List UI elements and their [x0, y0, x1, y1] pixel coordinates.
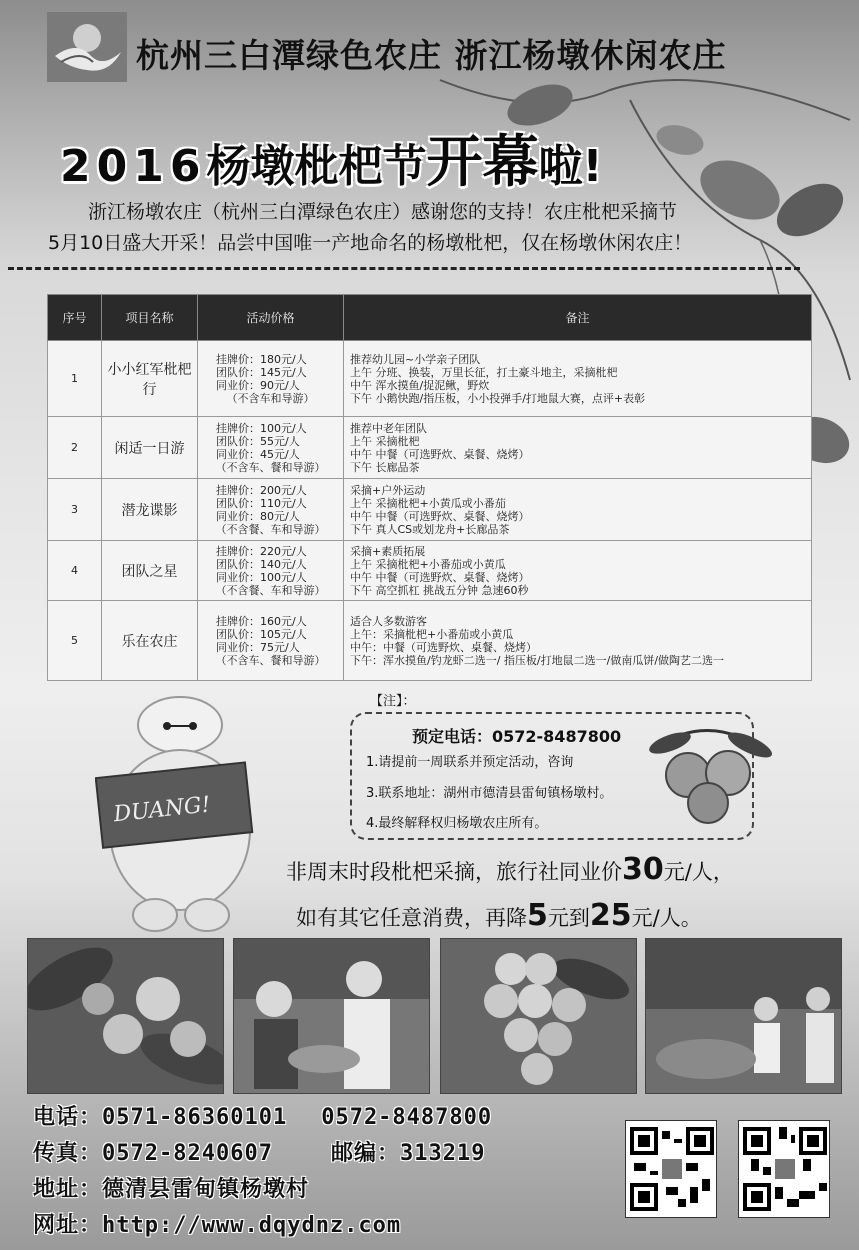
contact-phone [33, 1100, 492, 1131]
note-line: 中午 中餐（可选野炊、桌餐、烧烤） [350, 570, 530, 584]
loquat-tree-photo [27, 938, 224, 1094]
loquat-fruit-image [640, 725, 780, 825]
dashed-divider [8, 267, 800, 270]
promo-l1-number: 30 [622, 852, 664, 887]
price-cell [198, 541, 344, 601]
website-label: 网址： [33, 1213, 103, 1238]
note-line: 中午：中餐（可选野炊、桌餐、烧烤） [350, 640, 537, 654]
list-price: 挂牌价：160元/人 [216, 614, 307, 628]
promo-l2-number-1: 5 [527, 898, 548, 933]
project-name: 乐在农庄 [102, 601, 198, 681]
loquat-closeup-photo [440, 938, 637, 1094]
table-row [48, 541, 812, 601]
note-line: 上午：采摘枇杷+小番茄或小黄瓜 [350, 627, 514, 641]
table-header-row [48, 295, 812, 341]
header-no: 序号 [48, 295, 102, 341]
list-price: 挂牌价：200元/人 [216, 483, 307, 497]
table-row [48, 417, 812, 479]
promo-l2-post: 元/人。 [631, 906, 702, 930]
note-line: 下午：浑水摸鱼/钓龙虾二选一/ 指压板/打地鼠二选一/做南瓜饼/做陶艺二选一 [350, 653, 725, 667]
intro-line-1: 浙江杨墩农庄（杭州三白潭绿色农庄）感谢您的支持！农庄枇杷采摘节 [88, 201, 678, 223]
price-exclusions: （不含车、餐和导游） [215, 653, 326, 667]
qr-code-icon[interactable] [738, 1120, 830, 1218]
intro-paragraph [48, 197, 828, 259]
notes-cell [344, 479, 812, 541]
qr-code-icon[interactable] [625, 1120, 717, 1218]
contact-website [33, 1208, 401, 1239]
trade-price: 同业价：80元/人 [216, 509, 300, 523]
promo-l1-post: 元/人， [663, 860, 734, 884]
note-line: 上午 采摘枇杷 [350, 434, 420, 448]
project-name: 潜龙谍影 [102, 479, 198, 541]
headline-exclaim: 啦! [538, 141, 603, 192]
note-line: 下午 小鹅快跑/指压板，小小投弹手/打地鼠大赛，点评+表彰 [350, 391, 646, 405]
price-exclusions: （不含餐、车和导游） [215, 583, 326, 597]
farm-logo-icon [47, 12, 127, 82]
page-header-title: 杭州三白潭绿色农庄 浙江杨墩休闲农庄 [136, 36, 727, 75]
note-line: 中午 中餐（可选野炊、桌餐、烧烤） [350, 509, 530, 523]
contact-fax [33, 1136, 485, 1167]
price-exclusions: （不含车、餐和导游） [215, 460, 326, 474]
contact-address [33, 1172, 309, 1203]
notes-cell [344, 341, 812, 417]
project-name: 小小红军枇杷行 [102, 341, 198, 417]
promo-l2-number-2: 25 [589, 898, 632, 933]
group-price: 团队价：55元/人 [216, 434, 300, 448]
promo-l2-pre: 如有其它任意消费，再降 [296, 906, 527, 930]
table-row [48, 479, 812, 541]
list-price: 挂牌价：220元/人 [216, 544, 307, 558]
activity-price-table [47, 294, 812, 681]
family-orchard-photo [645, 938, 842, 1094]
address-label: 地址： [33, 1177, 103, 1202]
row-number: 5 [48, 601, 102, 681]
note-line: 采摘+户外运动 [350, 483, 426, 497]
price-cell [198, 601, 344, 681]
group-price: 团队价：140元/人 [216, 557, 307, 571]
promo-line-1 [280, 848, 850, 894]
address-value: 德清县雷甸镇杨墩村 [102, 1177, 310, 1202]
phone-number-2: 0572-8487800 [321, 1105, 493, 1130]
row-number: 3 [48, 479, 102, 541]
notes-cell [344, 601, 812, 681]
note-line: 上午 采摘枇杷+小黄瓜或小番茄 [350, 496, 506, 510]
promo-line-2 [280, 894, 850, 940]
note-line: 下午 真人CS或划龙舟+长廊品茶 [350, 522, 510, 536]
note-line: 推荐幼儿园~小学亲子团队 [350, 352, 481, 366]
pickers-photo [233, 938, 430, 1094]
note-line: 下午 长廊品茶 [350, 460, 420, 474]
note-line: 上午 采摘枇杷+小番茄或小黄瓜 [350, 557, 506, 571]
zip-label: 邮编： [330, 1141, 400, 1166]
project-name: 团队之星 [102, 541, 198, 601]
price-cell [198, 479, 344, 541]
table-row [48, 341, 812, 417]
header-price: 活动价格 [198, 295, 344, 341]
robot-sign-text: DUANG! [112, 792, 212, 828]
note-line: 上午 分班、换装，万里长征，打土豪斗地主，采摘枇杷 [350, 365, 618, 379]
phone-label: 电话： [33, 1105, 103, 1130]
note-line: 采摘+素质拓展 [350, 544, 426, 558]
group-price: 团队价：145元/人 [216, 365, 307, 379]
list-price: 挂牌价：100元/人 [216, 421, 307, 435]
table-row [48, 601, 812, 681]
notes-cell [344, 541, 812, 601]
fax-label: 传真： [33, 1141, 103, 1166]
note-line: 推荐中老年团队 [350, 421, 427, 435]
trade-price: 同业价：90元/人 [216, 378, 300, 392]
price-exclusions: （不含车和导游） [226, 391, 315, 405]
notice-header: 【注】： [370, 694, 416, 709]
note-line: 中午 中餐（可选野炊、桌餐、烧烤） [350, 447, 530, 461]
list-price: 挂牌价：180元/人 [216, 352, 307, 366]
promo-l1-pre: 非周末时段枇杷采摘，旅行社同业价 [286, 860, 622, 884]
group-price: 团队价：110元/人 [216, 496, 307, 510]
row-number: 4 [48, 541, 102, 601]
notes-cell [344, 417, 812, 479]
trade-price: 同业价：100元/人 [216, 570, 307, 584]
note-line: 适合人多数游客 [350, 614, 427, 628]
website-url[interactable]: http://www.dqydnz.com [102, 1213, 402, 1238]
price-cell [198, 341, 344, 417]
notice-item: 4.最终解释权归杨墩农庄所有。 [366, 816, 548, 831]
festival-headline [60, 118, 820, 195]
headline-opening: 开幕 [426, 130, 539, 195]
phone-number-1: 0571-86360101 [102, 1105, 288, 1130]
project-name: 闲适一日游 [102, 417, 198, 479]
note-line: 下午 高空抓杠 挑战五分钟 急速60秒 [350, 583, 529, 597]
notice-item: 3.联系地址：湖州市德清县雷甸镇杨墩村。 [366, 786, 613, 801]
intro-line-2: 5月10日盛大开采！品尝中国唯一产地命名的杨墩枇杷，仅在杨墩休闲农庄！ [48, 232, 693, 254]
header-notes: 备注 [344, 295, 812, 341]
row-number: 2 [48, 417, 102, 479]
price-exclusions: （不含餐、车和导游） [215, 522, 326, 536]
headline-festival: 杨墩枇杷节 [206, 141, 427, 192]
promo-text [280, 848, 850, 940]
robot-mascot [95, 690, 265, 935]
note-line: 中午 浑水摸鱼/捉泥鳅，野炊 [350, 378, 490, 392]
zip-code: 313219 [399, 1141, 486, 1166]
notice-item: 1.请提前一周联系并预定活动，咨询 [366, 755, 574, 770]
header-project: 项目名称 [102, 295, 198, 341]
trade-price: 同业价：45元/人 [216, 447, 300, 461]
promo-l2-mid: 元到 [547, 906, 590, 930]
row-number: 1 [48, 341, 102, 417]
trade-price: 同业价：75元/人 [216, 640, 300, 654]
fax-number: 0572-8240607 [102, 1141, 273, 1166]
booking-phone: 预定电话：0572-8487800 [412, 727, 622, 746]
price-cell [198, 417, 344, 479]
group-price: 团队价：105元/人 [216, 627, 307, 641]
headline-year: 2016 [60, 141, 207, 192]
